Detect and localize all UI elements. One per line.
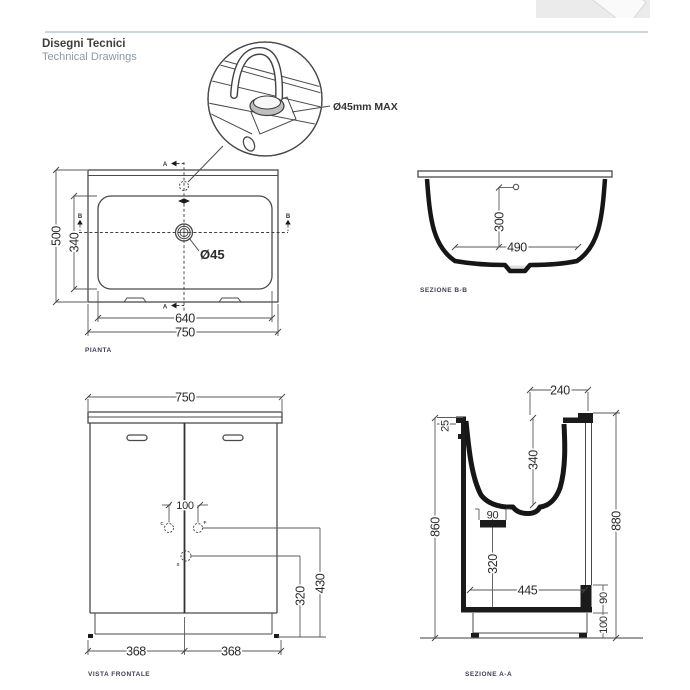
faucet-base-top [254,96,281,109]
plan-view-label: PIANTA [85,347,112,354]
drain-leader-line [189,238,199,251]
front-handle-left [127,435,147,441]
detail-leader-line [188,146,223,182]
front-cold-water-point [194,524,203,533]
front-foot-left [88,634,93,638]
plan-basin-rect [98,196,272,289]
plan-basin-width-dim: 640 [175,311,195,326]
page-title-english: Technical Drawings [42,51,137,63]
section-a-marker-bottom: A [162,304,168,311]
plan-overflow-marker [178,198,190,203]
aa-rim-dim: 25 [439,420,452,432]
front-handle-right [223,435,243,441]
callout-leader-line [292,106,330,112]
aa-view-label: SEZIONE A-A [465,671,513,678]
aa-front-panel [461,418,466,609]
aa-front-height-dim: 860 [428,517,443,537]
plan-view [49,161,290,354]
section-bb-view [418,171,612,294]
section-a-marker-top: A [162,162,168,168]
aa-bottom-shelf [461,607,592,613]
detail-circle-view [188,42,398,182]
cold-water-marker: F [203,520,207,525]
bb-faucet-hole [513,184,518,189]
front-view-label: VISTA FRONTALE [88,671,151,678]
bb-depth-dim: 300 [492,212,507,232]
aa-rear-rim [578,413,593,423]
overflow-hole [241,135,257,153]
hot-water-marker: C [160,521,164,526]
aa-base-height-dim: 90 [597,592,610,604]
plan-drain-dim: Ø45 [200,247,225,262]
drain-marker: S [176,562,180,567]
bb-width-dim: 490 [507,240,527,255]
aa-trap-width-dim: 90 [486,509,499,522]
front-door-left-dim: 368 [126,644,146,659]
front-drain-point [181,551,191,561]
aa-back-height-dim: 880 [609,511,624,531]
section-b-marker-right: B [285,214,291,220]
faucet-max-diameter-callout: Ø45mm MAX [333,101,398,113]
aa-plinth-height-dim: 100 [597,616,610,634]
aa-foot-right [579,633,587,638]
plan-width-dim: 750 [175,325,195,340]
page-title-italian: Disegni Tecnici [42,38,126,50]
aa-inner-width-dim: 445 [517,583,538,598]
front-tap-distance-dim: 100 [176,499,194,512]
aa-basin-depth-dim: 340 [526,450,541,470]
front-view [85,390,327,678]
front-mixer-height-dim: 430 [313,573,328,594]
bb-basin-wall [427,179,605,271]
aa-basin-wall [466,421,565,514]
front-door-right-dim: 368 [221,644,241,659]
aa-top-depth-dim: 240 [550,383,570,398]
bb-view-label: SEZIONE B-B [420,287,468,294]
aa-foot-left [471,633,479,638]
front-door-gap [184,423,186,613]
plan-basin-height-dim: 340 [67,232,82,253]
aa-trap-height-dim: 320 [485,554,500,574]
front-hot-water-point [165,524,174,533]
section-aa-view [420,383,643,678]
section-b-marker-left: B [77,214,83,220]
bb-rim [418,171,612,177]
front-width-dim: 750 [175,390,195,405]
front-drain-height-dim: 320 [293,586,308,606]
plan-height-dim: 500 [49,226,64,246]
